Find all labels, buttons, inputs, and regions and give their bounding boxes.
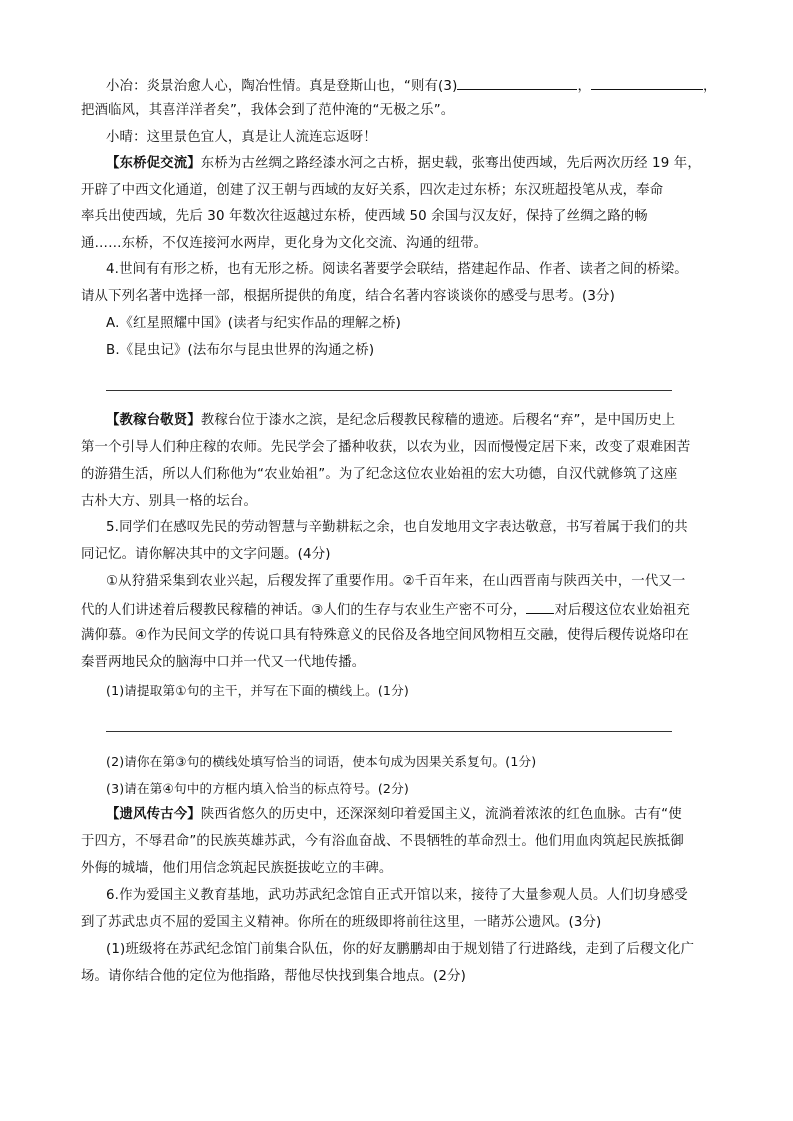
section-title-dongqiao: 【东桥促交流】 [106, 156, 201, 171]
dialogue-xiaoye-text: 小冶：炎景治愈人心，陶冶性情。真是登斯山也，“则有(3) [106, 79, 458, 94]
dongqiao-line-3: 率兵出使西域，先后 30 年数次往返越过东桥，使西域 50 余国与汉友好，保持了丝绸之路的畅 [81, 209, 648, 224]
answer-blank-3[interactable] [526, 599, 554, 614]
yifeng-text: 陕西省悠久的历史中，还深深刻印着爱国主义，流淌着浓浓的红色血脉。古有“使 [200, 807, 682, 822]
answer-blank-1[interactable] [457, 75, 577, 90]
dongqiao-line-4: 通……东桥，不仅连接河水两岸，更化身为文化交流、沟通的纽带。 [81, 236, 488, 251]
question-6-sub-1-line-1: (1)班级将在苏武纪念馆门前集合队伍，你的好友鹏鹏却由于规划错了行进路线，走到了后稷文化广 [106, 942, 695, 957]
jiaojia-line-3: 的游猎生活，所以人们称他为“农业始祖”。为了纪念这位农业始祖的宏大功德，自汉代就修筑了这座 [81, 467, 678, 482]
question-5-sub-3: (3)请在第④句中的方框内填入恰当的标点符号。(2分) [106, 781, 409, 796]
question-6-line-2: 到了苏武忠贞不屈的爱国主义精神。你所在的班级即将前往这里，一睹苏公遗风。(3分) [81, 915, 602, 930]
dongqiao-text: 东桥为古丝绸之路经漆水河之古桥，据史载，张骞出使西域，先后两次历经 19 年， [200, 156, 701, 171]
question-6-sub-1-line-2: 场。请你结合他的定位为他指路，帮他尽快找到集合地点。(2分) [81, 969, 467, 984]
dongqiao-line-2: 开辟了中西文化通道，创建了汉王朝与西域的友好关系，四次走过东桥；东汉班超投笔从戎，奉命 [81, 183, 664, 198]
jiaojia-line-4: 古朴大方、别具一格的坛台。 [81, 494, 258, 509]
yifeng-line-3: 外侮的城墙，他们用信念筑起民族挺拔屹立的丰碑。 [81, 861, 393, 876]
answer-line-q5-1[interactable] [106, 731, 672, 732]
question-6-line-1: 6.作为爱国主义教育基地，武功苏武纪念馆自正式开馆以来，接待了大量参观人员。人们切身感受 [106, 888, 688, 903]
question-4-line-1: 4.世间有有形之桥，也有无形之桥。阅读名著要学会联结，搭建起作品、作者、读者之间的桥梁。 [106, 262, 688, 277]
passage-line-3: 满仰慕。④作为民间文学的传说口具有特殊意义的民俗及各地空间风物相互交融，使得后稷传说烙印在 [81, 628, 689, 643]
section-title-yifeng: 【遗风传古今】 [106, 807, 201, 822]
question-5-sub-1: (1)请提取第①句的主干，并写在下面的横线上。(1分) [106, 683, 409, 698]
passage-text: 代的人们讲述着后稷教民稼穑的神话。③人们的生存与农业生产密不可分， [81, 603, 527, 618]
yifeng-line-2: 于四方，不辱君命”的民族英雄苏武，今有浴血奋战、不畏牺牲的革命烈士。他们用血肉筑起民族抵御 [81, 834, 684, 849]
answer-blank-2[interactable] [591, 75, 703, 90]
comma: ， [577, 79, 592, 94]
dongqiao-line-1 [106, 154, 701, 174]
question-4-option-a[interactable]: A.《红星照耀中国》(读者与纪实作品的理解之桥) [106, 316, 402, 331]
passage-line-4: 秦晋两地民众的脑海中口并一代又一代地传播。 [81, 655, 366, 670]
question-5-sub-2: (2)请你在第③句的横线处填写恰当的词语，使本句成为因果关系复句。(1分) [106, 754, 537, 769]
passage-line-1: ①从狩猎采集到农业兴起，后稷发挥了重要作用。②千百年来，在山西晋南与陕西关中，一代又一 [106, 574, 686, 589]
question-5-line-1: 5.同学们在感叹先民的劳动智慧与辛勤耕耘之余，也自发地用文字表达敬意，书写着属于我们的共 [106, 520, 688, 535]
passage-line-2 [81, 599, 690, 621]
jiaojia-line-1 [106, 411, 675, 431]
question-5-line-2: 同记忆。请你解决其中的文字问题。(4分) [81, 547, 331, 562]
dialogue-xiaoqing: 小晴：这里景色宜人，真是让人流连忘返呀！ [106, 130, 377, 145]
jiaojia-text: 教稼台位于漆水之滨，是纪念后稷教民稼穑的遗迹。后稷名“弃”，是中国历史上 [200, 413, 676, 428]
passage-text: 对后稷这位农业始祖充 [554, 603, 690, 618]
comma: ， [703, 79, 717, 94]
answer-line-q4[interactable] [106, 390, 672, 391]
yifeng-line-1 [106, 805, 682, 825]
dialogue-xiaoye-cont: 把酒临风，其喜洋洋者矣”，我体会到了范仲淹的“无极之乐”。 [81, 103, 455, 118]
section-title-jiaojia: 【教稼台敬贤】 [106, 413, 201, 428]
dialogue-xiaoye [106, 75, 717, 97]
jiaojia-line-2: 第一个引导人们种庄稼的农师。先民学会了播种收获，以农为业，因而慢慢定居下来，改变了艰难困苦 [81, 440, 691, 455]
question-4-line-2: 请从下列名著中选择一部，根据所提供的角度，结合名著内容谈谈你的感受与思考。(3分) [81, 289, 615, 304]
question-4-option-b[interactable]: B.《昆虫记》(法布尔与昆虫世界的沟通之桥) [106, 343, 375, 358]
